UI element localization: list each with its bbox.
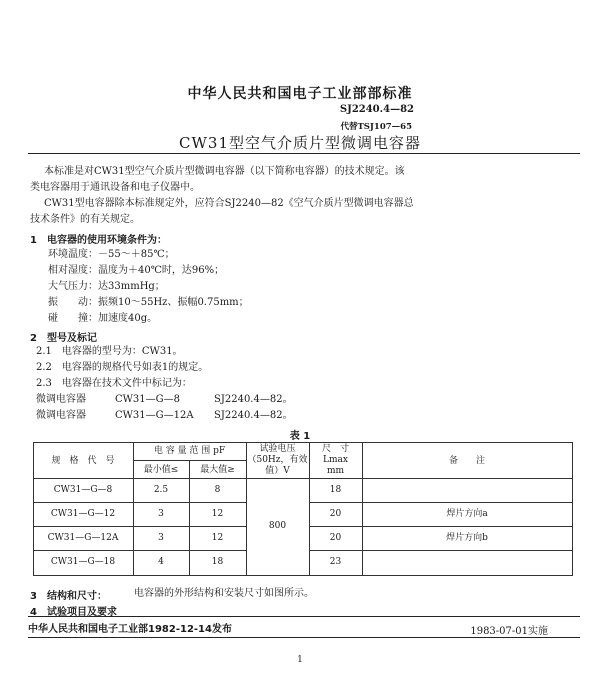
env-item: 大气压力：达33mmHg；: [48, 281, 165, 292]
table-row-line: [33, 502, 246, 503]
section-4-heading: 4 试验项目及要求: [30, 607, 117, 618]
header-note: 备 注: [448, 456, 485, 466]
header-voltage: （50Hz，有效: [247, 455, 308, 465]
page-number: 1: [297, 655, 303, 665]
cell-spec: CW31—G—18: [50, 557, 116, 567]
cell-size: 20: [329, 533, 342, 543]
effective-date: 1983-07-01实施: [470, 626, 548, 637]
marking-example-code: CW31—G—12A: [115, 410, 194, 421]
cell-max: 12: [211, 509, 224, 519]
intro-line-2: 类电容器用于通讯设备和电子仪器中。: [30, 182, 200, 193]
header-min: 最小值≤: [143, 465, 179, 475]
table-row-line: [33, 526, 246, 527]
env-item: 环境温度：－55～＋85℃；: [48, 249, 175, 260]
header-max: 最大值≥: [200, 465, 235, 475]
issued-date: 中华人民共和国电子工业部1982-12-14发布: [28, 624, 232, 635]
header-size: mm: [326, 466, 345, 476]
title-rule: [28, 153, 580, 154]
section-1-heading: 1 电容器的使用环境条件为：: [30, 235, 167, 246]
intro-line-4: 技术条件》的有关规定。: [30, 214, 140, 225]
section-3-heading: 3 结构和尺寸：: [30, 591, 107, 602]
spec-table: [33, 442, 573, 576]
env-item: 振 动：振频10～55Hz、振幅0.75mm；: [48, 297, 249, 308]
marking-example-std: SJ2240.4—82。: [214, 394, 293, 405]
cell-min: 4: [158, 557, 164, 567]
section-2-item: 2.2 电容器的规格代号如表1的规定。: [36, 362, 209, 373]
cell-spec: CW31—G—8: [53, 485, 113, 495]
table-border: [33, 575, 573, 576]
marking-example-name: 微调电容器: [36, 394, 86, 405]
cell-size: 23: [329, 557, 342, 567]
section-2-heading: 2 型号及标记: [30, 333, 97, 344]
cell-min: 2.5: [153, 485, 169, 495]
header-size: Lmax: [323, 455, 348, 465]
cell-note: 焊片方向a: [446, 509, 488, 519]
section-3-text: 电容器的外形结构和安装尺寸如图所示。: [134, 588, 314, 599]
table-border: [33, 442, 573, 443]
cell-size: 20: [329, 509, 342, 519]
section-2-item: 2.1 电容器的型号为：CW31。: [36, 346, 183, 357]
cell-voltage: 800: [268, 521, 287, 531]
cell-max: 12: [211, 533, 224, 543]
header-voltage: 试验电压: [259, 444, 296, 454]
env-item: 相对湿度：温度为＋40℃时，达96%；: [48, 265, 225, 276]
marking-example-std: SJ2240.4—82。: [214, 410, 293, 421]
cell-spec: CW31—G—12: [50, 509, 116, 519]
table-border: [572, 442, 573, 576]
cell-note: 焊片方向b: [446, 533, 488, 543]
intro-line-3: CW31型电容器除本标准规定外，应符合SJ2240—82《空气介质片型微调电容器总: [44, 198, 414, 209]
table-row-line: [33, 550, 246, 551]
replaces-standard: 代替TSJ107—65: [340, 122, 412, 132]
marking-example-name: 微调电容器: [36, 410, 86, 421]
document-title: CW31型空气介质片型微调电容器: [179, 134, 421, 152]
header-size: 尺 寸: [321, 444, 349, 454]
marking-example-code: CW31—G—8: [115, 394, 181, 405]
intro-line-1: 本标准是对CW31型空气介质片型微调电容器（以下简称电容器）的技术规定。该: [44, 166, 405, 177]
table-row-line: [309, 502, 573, 503]
footer-bottom-rule: [28, 637, 580, 638]
table-row-line: [309, 550, 573, 551]
header-voltage: 值）V: [265, 466, 290, 476]
footer-rule: [28, 616, 580, 617]
standard-number: SJ2240.4—82: [339, 104, 414, 115]
org-standard-title: 中华人民共和国电子工业部部标准: [187, 86, 413, 102]
cell-size: 18: [329, 485, 342, 495]
cell-min: 3: [158, 509, 164, 519]
cell-min: 3: [158, 533, 164, 543]
table-caption: 表 1: [289, 431, 311, 442]
cell-spec: CW31—G—12A: [47, 533, 119, 543]
table-row-line: [309, 526, 573, 527]
header-spec: 规 格 代 号: [51, 456, 115, 466]
cell-max: 18: [211, 557, 224, 567]
env-item: 碰 撞：加速度40g。: [48, 313, 158, 324]
section-2-item: 2.3 电容器在技术文件中标记为：: [36, 378, 192, 389]
cell-max: 8: [214, 485, 221, 495]
table-header-rule: [33, 478, 573, 479]
header-cap-range: 电 容 量 范 围 pF: [153, 446, 226, 456]
